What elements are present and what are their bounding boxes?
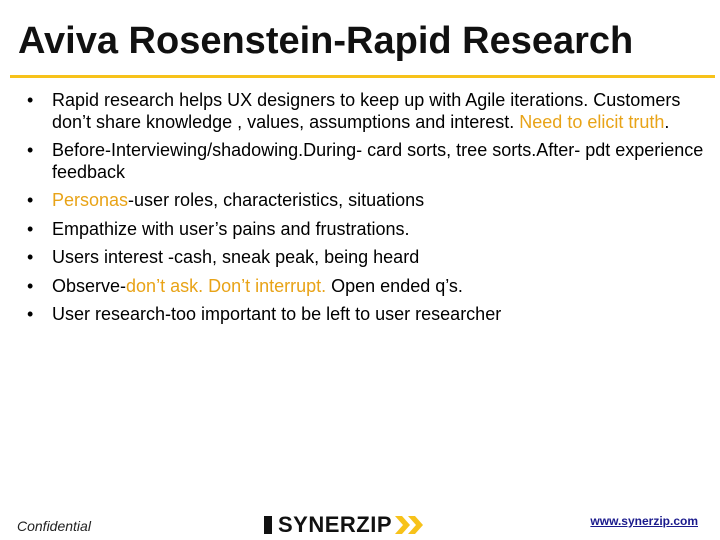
bullet-list [22, 90, 712, 333]
title-underline [10, 75, 715, 78]
bullet-text: Before-Interviewing/shadowing.During- card sorts, tree sorts.After- pdt experience feedback [52, 140, 704, 182]
bullet-item [22, 190, 712, 212]
bullet-text: Empathize with user’s pains and frustrations. [52, 218, 410, 239]
slide-title: Aviva Rosenstein-Rapid Research [18, 20, 634, 62]
bullet-item [22, 276, 712, 298]
bullet-item [22, 219, 712, 241]
bullet-text: Rapid research helps UX designers to keep up with Agile iterations. Customers don’t share knowledge , values, assumptions and interest. [52, 90, 681, 132]
bullet-item [22, 90, 712, 133]
highlighted-text: don’t ask. Don’t interrupt. [126, 275, 327, 296]
bullet-dot-icon: • [27, 275, 34, 296]
bullet-text: Observe- [52, 275, 127, 296]
footer-confidential-label: Confidential [17, 518, 91, 534]
bullet-dot-icon: • [27, 140, 34, 160]
bullet-text: User research-too important to be left to user researcher [52, 304, 502, 324]
bullet-dot-icon: • [27, 90, 34, 110]
footer-website-link[interactable]: www.synerzip.com [590, 514, 698, 528]
synerzip-logo [264, 512, 425, 538]
bullet-item [22, 140, 712, 183]
logo-chevrons-icon [395, 516, 425, 534]
highlighted-text: Need to elicit truth [519, 111, 665, 132]
bullet-text: -user roles, characteristics, situations [128, 190, 425, 210]
bullet-dot-icon: • [27, 190, 34, 210]
bullet-text: Open ended q’s. [326, 275, 463, 296]
highlighted-text: Personas [52, 190, 129, 210]
bullet-text: . [664, 111, 670, 132]
bullet-dot-icon: • [27, 218, 34, 239]
logo-bar-icon [264, 516, 272, 534]
logo-text: SYNERZIP [278, 512, 393, 537]
bullet-item [22, 304, 712, 326]
bullet-dot-icon: • [27, 247, 34, 267]
bullet-text: Users interest -cash, sneak peak, being heard [52, 247, 420, 267]
bullet-dot-icon: • [27, 304, 34, 324]
bullet-item [22, 247, 712, 269]
